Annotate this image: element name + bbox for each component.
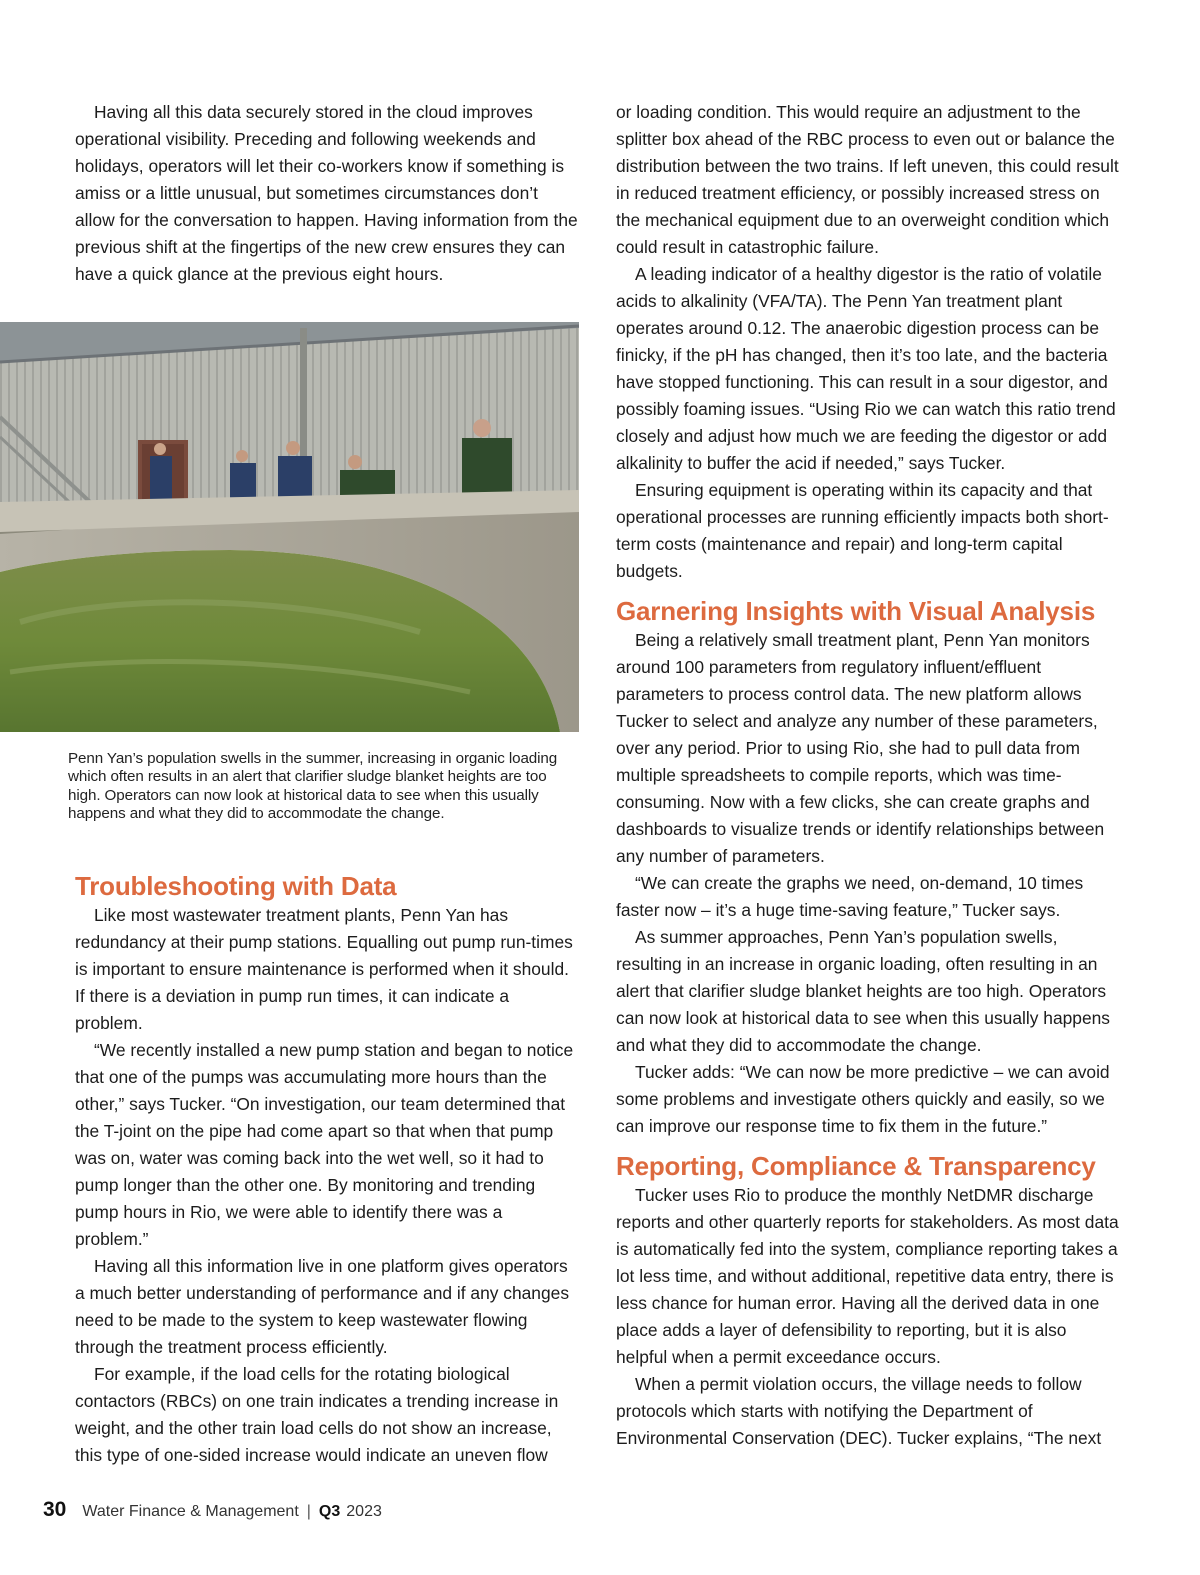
clarifier-photo <box>0 322 579 732</box>
body-paragraph: “We can create the graphs we need, on-demand, 10 times faster now – it’s a huge time-saving feature,” Tucker says. <box>616 873 1084 920</box>
body-paragraph: When a permit violation occurs, the village needs to follow protocols which starts with notifying the Department of Environmental Conservation (DEC). Tucker explains, “The next <box>616 1374 1102 1448</box>
body-paragraph: Like most wastewater treatment plants, Penn Yan has redundancy at their pump stations. Equalling out pump run-times is important to ensure maintenance is performed when it should. If there is a deviation in pump run times, it can indicate a problem. <box>75 905 573 1033</box>
body-paragraph: As summer approaches, Penn Yan’s population swells, resulting in an increase in organic loading, often resulting in an alert that clarifier sludge blanket heights are too high. Operators can now look at historical data to see when this usually happens and what they did to accommodate the change. <box>616 927 1111 1055</box>
body-paragraph: For example, if the load cells for the rotating biological contactors (RBCs) on one train indicates a trending increase in weight, and the other train load cells do not show an increase, this type of one-sided increase would indicate an uneven flow <box>75 1364 559 1465</box>
body-paragraph: Tucker adds: “We can now be more predictive – we can avoid some problems and investigate others quickly and easily, so we can improve our response time to fix them in the future.” <box>616 1062 1110 1136</box>
right-column <box>616 99 1121 1452</box>
left-column-troubleshooting <box>75 867 580 1469</box>
section-heading: Troubleshooting with Data <box>75 871 397 901</box>
body-paragraph: A leading indicator of a healthy digestor is the ratio of volatile acids to alkalinity (VFA/TA). The Penn Yan treatment plant operates around 0.12. The anaerobic digestion process can be finicky, if the pH has changed, then it’s too late, and the bacteria have stopped functioning. This can result in a sour digestor, and possibly foaming issues. “Using Rio we can watch this ratio trend closely and adjust how much we are feeding the digestor or add alkalinity to buffer the acid if needed,” says Tucker. <box>616 264 1116 473</box>
body-paragraph: Having all this information live in one platform gives operators a much better understanding of performance and if any changes need to be made to the system to keep wastewater flowing through the treatment process efficiently. <box>75 1256 570 1357</box>
page-number: 30 <box>43 1498 67 1521</box>
clarifier-photo-illustration <box>0 322 579 732</box>
publication-name: Water Finance & Management <box>82 1503 299 1520</box>
section-heading: Garnering Insights with Visual Analysis <box>616 596 1096 626</box>
body-paragraph: “We recently installed a new pump station and began to notice that one of the pumps was accumulating more hours than the other,” says Tucker. “On investigation, our team determined that the T-joint on the pipe had come apart so that when that pump was on, water was coming back into the wet well, so it had to pump longer than the other one. By monitoring and trending pump hours in Rio, we were able to identify there was a problem.” <box>75 1040 574 1249</box>
body-paragraph: Ensuring equipment is operating within its capacity and that operational processes are running efficiently impacts both short-term costs (maintenance and repair) and long-term capital budgets. <box>616 480 1109 581</box>
body-paragraph: Tucker uses Rio to produce the monthly NetDMR discharge reports and other quarterly reports for stakeholders. As most data is automatically fed into the system, compliance reporting takes a lot less time, and without additional, repetitive data entry, there is less chance for human error. Having all the derived data in one place adds a layer of defensibility to reporting, but it is also helpful when a permit exceedance occurs. <box>616 1185 1119 1367</box>
section-heading: Reporting, Compliance & Transparency <box>616 1151 1096 1181</box>
photo-caption: Penn Yan’s population swells in the summer, increasing in organic loading which often results in an alert that clarifier sludge blanket heights are too high. Operators can now look at historical data to see when this usually happens and what they did to accommodate the change. <box>68 750 558 822</box>
body-paragraph: Being a relatively small treatment plant, Penn Yan monitors around 100 parameters from regulatory influent/effluent parameters to process control data. The new platform allows Tucker to select and analyze any number of these parameters, over any period. Prior to using Rio, she had to pull data from multiple spreadsheets to compile reports, which was time-consuming. Now with a few clicks, she can create graphs and dashboards to visualize trends or identify relationships between any number of parameters. <box>616 630 1105 866</box>
issue-year: 2023 <box>346 1503 382 1520</box>
body-paragraph: or loading condition. This would require an adjustment to the splitter box ahead of the RBC process to even out or balance the distribution between the two trains. If left uneven, this could result in reduced treatment efficiency, or possibly increased stress on the mechanical equipment due to an overweight condition which could result in catastrophic failure. <box>616 102 1119 257</box>
body-paragraph: Having all this data securely stored in the cloud improves operational visibility. Preceding and following weekends and holidays, operators will let their co-workers know if something is amiss or a little unusual, but sometimes circumstances don’t allow for the conversation to happen. Having information from the previous shift at the fingertips of the new crew ensures they can have a quick glance at the previous eight hours. <box>75 102 578 284</box>
left-column-intro <box>75 99 580 288</box>
issue-label: Q3 <box>318 1503 341 1520</box>
page-footer <box>43 1498 382 1528</box>
footer-separator: | <box>306 1503 311 1520</box>
